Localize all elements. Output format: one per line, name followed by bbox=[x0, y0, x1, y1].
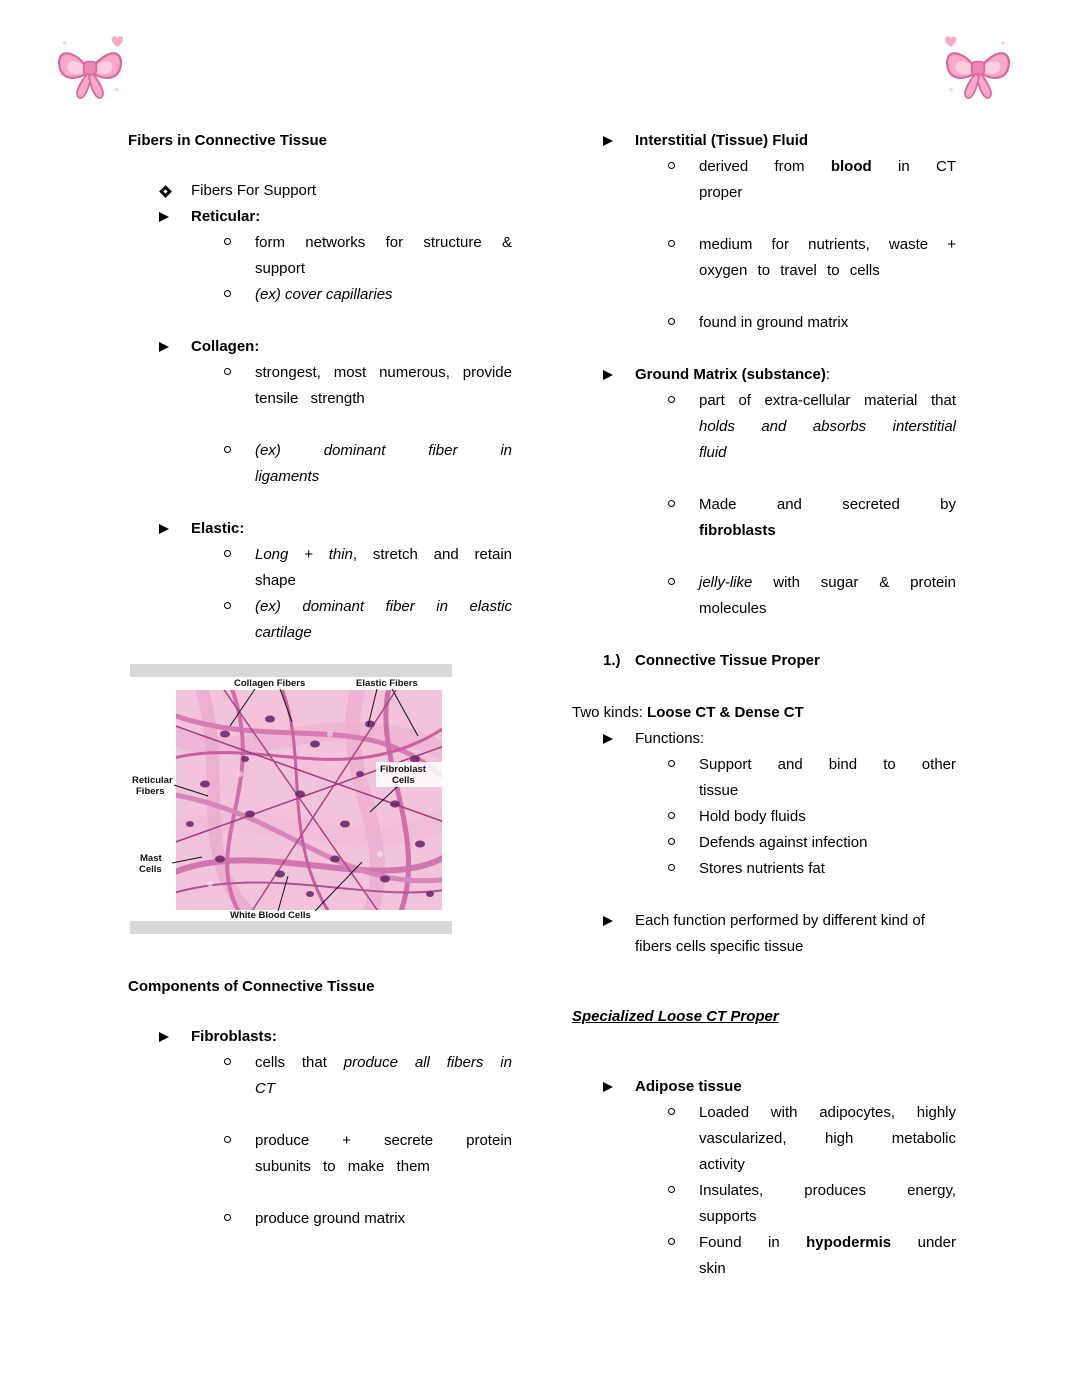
list-item bbox=[572, 752, 956, 804]
right-column bbox=[572, 128, 956, 1282]
list-item bbox=[128, 594, 512, 646]
item-text bbox=[191, 516, 512, 542]
item-text bbox=[191, 178, 512, 204]
circle-bullet bbox=[668, 812, 675, 819]
label-reticular-fibers-line1: Reticular bbox=[132, 775, 173, 786]
item-text bbox=[699, 804, 956, 830]
text-segment: cells that bbox=[255, 1054, 344, 1071]
text-segment: produce + secrete protein subunits to make them bbox=[255, 1132, 512, 1175]
pink-bow-icon bbox=[942, 30, 1014, 106]
item-text bbox=[699, 388, 956, 466]
list-item bbox=[128, 282, 512, 308]
item-text bbox=[635, 648, 956, 674]
item-text bbox=[699, 492, 956, 544]
circle-bullet bbox=[668, 500, 675, 507]
item-text bbox=[699, 1230, 956, 1282]
text-segment: Connective Tissue Proper bbox=[635, 652, 820, 669]
circle-bullet bbox=[668, 240, 675, 247]
arrow-bullet bbox=[603, 916, 613, 926]
figure-top-bar bbox=[130, 664, 452, 677]
label-mast-cells-line1: Mast bbox=[140, 853, 162, 864]
text-segment: in CT proper bbox=[699, 158, 956, 201]
item-text bbox=[255, 594, 512, 646]
text-segment: Components of Connective Tissue bbox=[128, 978, 375, 995]
left-column bbox=[128, 128, 512, 1232]
circle-bullet bbox=[668, 760, 675, 767]
circle-bullet bbox=[668, 1238, 675, 1245]
item-text bbox=[191, 1024, 512, 1050]
left-section-fibers bbox=[128, 128, 512, 646]
text-segment: Stores nutrients fat bbox=[699, 860, 825, 877]
text-segment: hypodermis bbox=[806, 1234, 892, 1251]
circle-bullet bbox=[224, 1058, 231, 1065]
text-segment: strongest, most numerous, provide tensile strength bbox=[255, 364, 512, 407]
circle-bullet bbox=[224, 1136, 231, 1143]
circle-bullet bbox=[224, 446, 231, 453]
list-item bbox=[572, 726, 956, 752]
two-kinds-line bbox=[572, 700, 956, 726]
circle-bullet bbox=[668, 838, 675, 845]
label-white-blood-cells: White Blood Cells bbox=[230, 910, 311, 921]
item-text bbox=[699, 1178, 956, 1230]
list-item bbox=[572, 804, 956, 830]
text-segment: blood bbox=[830, 158, 872, 175]
circle-bullet bbox=[668, 1186, 675, 1193]
text-segment: Made and secreted by bbox=[699, 496, 956, 513]
list-item bbox=[128, 204, 512, 230]
item-text bbox=[255, 1050, 512, 1102]
pink-bow-icon bbox=[54, 30, 126, 106]
list-item bbox=[128, 1128, 512, 1180]
list-item bbox=[572, 1178, 956, 1230]
text-segment: holds and absorbs interstitial fluid bbox=[699, 418, 956, 461]
list-item bbox=[128, 542, 512, 594]
number-marker: 1.) bbox=[603, 652, 621, 669]
text-segment: Fibroblasts: bbox=[191, 1028, 277, 1045]
arrow-bullet bbox=[603, 1082, 613, 1092]
circle-bullet bbox=[224, 550, 231, 557]
list-item bbox=[128, 334, 512, 360]
circle-bullet bbox=[224, 238, 231, 245]
arrow-bullet bbox=[603, 734, 613, 744]
list-item bbox=[128, 516, 512, 542]
text-segment: produce ground matrix bbox=[255, 1210, 406, 1227]
list-item bbox=[572, 362, 956, 388]
text-segment: Fibers in Connective Tissue bbox=[128, 132, 327, 149]
arrow-bullet bbox=[603, 370, 613, 380]
item-text bbox=[255, 282, 512, 308]
text-segment: Two kinds: bbox=[572, 704, 648, 721]
text-segment: Specialized Loose CT Proper bbox=[572, 1008, 779, 1025]
text-segment: Adipose tissue bbox=[635, 1078, 742, 1095]
text-segment: , stretch and retain shape bbox=[255, 546, 513, 589]
list-item bbox=[572, 128, 956, 154]
text-segment: (ex) dominant fiber in ligaments bbox=[255, 442, 512, 485]
label-reticular-fibers-line2: Fibers bbox=[136, 786, 165, 797]
specialized-loose-ct-heading bbox=[572, 1004, 956, 1030]
item-text bbox=[635, 128, 956, 154]
circle-bullet bbox=[668, 578, 675, 585]
item-text bbox=[699, 752, 956, 804]
list-item bbox=[128, 178, 512, 204]
text-segment: (ex) cover capillaries bbox=[255, 286, 393, 303]
text-segment: : bbox=[825, 366, 831, 383]
circle-bullet bbox=[668, 162, 675, 169]
diamond-bullet bbox=[159, 185, 172, 198]
item-text bbox=[699, 856, 956, 882]
list-item bbox=[128, 1024, 512, 1050]
circle-bullet bbox=[224, 602, 231, 609]
item-text bbox=[635, 362, 956, 388]
left-section-components bbox=[128, 974, 512, 1232]
text-segment: part of extra-cellular material that bbox=[699, 392, 956, 409]
list-item bbox=[128, 1206, 512, 1232]
list-item bbox=[572, 570, 956, 622]
text-segment: medium for nutrients, waste + oxygen to travel to cells bbox=[699, 236, 956, 279]
label-fibroblast-cells-line2: Cells bbox=[392, 775, 415, 786]
label-fibroblast-cells-line1: Fibroblast bbox=[380, 764, 426, 775]
text-segment: Loose CT & Dense CT bbox=[647, 704, 804, 721]
text-segment: Fibers For Support bbox=[191, 182, 317, 199]
text-segment: form networks for structure & support bbox=[255, 234, 512, 277]
list-item bbox=[572, 830, 956, 856]
text-segment: Each function performed by different kind of fibers cells specific tissue bbox=[635, 912, 925, 955]
item-text bbox=[255, 1128, 512, 1180]
list-item bbox=[572, 1074, 956, 1100]
list-item bbox=[572, 908, 956, 960]
item-text bbox=[255, 542, 512, 594]
list-item bbox=[128, 1050, 512, 1102]
text-segment: Long + thin bbox=[255, 546, 353, 563]
text-segment: Elastic: bbox=[191, 520, 245, 537]
text-segment: with sugar & protein molecules bbox=[699, 574, 956, 617]
text-segment: Hold body fluids bbox=[699, 808, 806, 825]
text-segment: found in ground matrix bbox=[699, 314, 849, 331]
item-text bbox=[191, 204, 512, 230]
item-text bbox=[699, 310, 956, 336]
circle-bullet bbox=[668, 318, 675, 325]
item-text bbox=[635, 908, 956, 960]
circle-bullet bbox=[224, 368, 231, 375]
text-segment: Collagen: bbox=[191, 338, 260, 355]
right-section bbox=[572, 128, 956, 1282]
text-segment: under skin bbox=[699, 1234, 956, 1277]
text-segment: Functions: bbox=[635, 730, 705, 747]
list-item bbox=[128, 360, 512, 412]
heading-fibers-in-connective-tissue bbox=[128, 128, 512, 154]
item-text bbox=[255, 230, 512, 282]
text-segment: (ex) dominant fiber in elastic cartilage bbox=[255, 598, 512, 641]
item-text bbox=[699, 232, 956, 284]
item-text bbox=[191, 334, 512, 360]
label-collagen-fibers: Collagen Fibers bbox=[234, 678, 306, 689]
item-text bbox=[255, 360, 512, 412]
text-segment: derived from bbox=[699, 158, 831, 175]
item-text bbox=[635, 726, 956, 752]
list-item bbox=[572, 1100, 956, 1178]
circle-bullet bbox=[668, 1108, 675, 1115]
text-segment: fibroblasts bbox=[699, 522, 776, 539]
text-segment: jelly-like bbox=[699, 574, 753, 591]
item-text bbox=[699, 1100, 956, 1178]
text-segment: Found in bbox=[699, 1234, 807, 1251]
label-mast-cells-line2: Cells bbox=[139, 864, 162, 875]
heading-components-of-connective-tissue bbox=[128, 974, 512, 1000]
list-item bbox=[572, 492, 956, 544]
item-text bbox=[699, 570, 956, 622]
item-text bbox=[255, 1206, 512, 1232]
text-segment: Loaded with adipocytes, highly vascularized, high metabolic activity bbox=[699, 1104, 956, 1173]
text-segment: Defends against infection bbox=[699, 834, 868, 851]
text-segment: Ground Matrix (substance) bbox=[635, 366, 826, 383]
item-text bbox=[635, 1074, 956, 1100]
item-text bbox=[255, 438, 512, 490]
list-item bbox=[572, 310, 956, 336]
text-segment: produce all fibers in CT bbox=[255, 1054, 512, 1097]
circle-bullet bbox=[668, 864, 675, 871]
arrow-bullet bbox=[159, 1032, 169, 1042]
circle-bullet bbox=[224, 1214, 231, 1221]
figure-bottom-bar bbox=[130, 921, 452, 934]
list-item bbox=[572, 232, 956, 284]
text-segment: Interstitial (Tissue) Fluid bbox=[635, 132, 809, 149]
arrow-bullet bbox=[159, 342, 169, 352]
text-segment: Reticular: bbox=[191, 208, 261, 225]
arrow-bullet bbox=[159, 524, 169, 534]
item-text bbox=[699, 830, 956, 856]
label-elastic-fibers: Elastic Fibers bbox=[356, 678, 418, 689]
list-item bbox=[572, 856, 956, 882]
list-item bbox=[572, 1230, 956, 1282]
list-item bbox=[572, 154, 956, 206]
arrow-bullet bbox=[603, 136, 613, 146]
list-item bbox=[128, 230, 512, 282]
list-item bbox=[572, 648, 956, 674]
circle-bullet bbox=[224, 290, 231, 297]
arrow-bullet bbox=[159, 212, 169, 222]
list-item bbox=[572, 388, 956, 466]
text-segment: Support and bind to other tissue bbox=[699, 756, 956, 799]
histology-figure bbox=[130, 664, 452, 936]
circle-bullet bbox=[668, 396, 675, 403]
list-item bbox=[128, 438, 512, 490]
text-segment: Insulates, produces energy, supports bbox=[699, 1182, 956, 1225]
item-text bbox=[699, 154, 956, 206]
